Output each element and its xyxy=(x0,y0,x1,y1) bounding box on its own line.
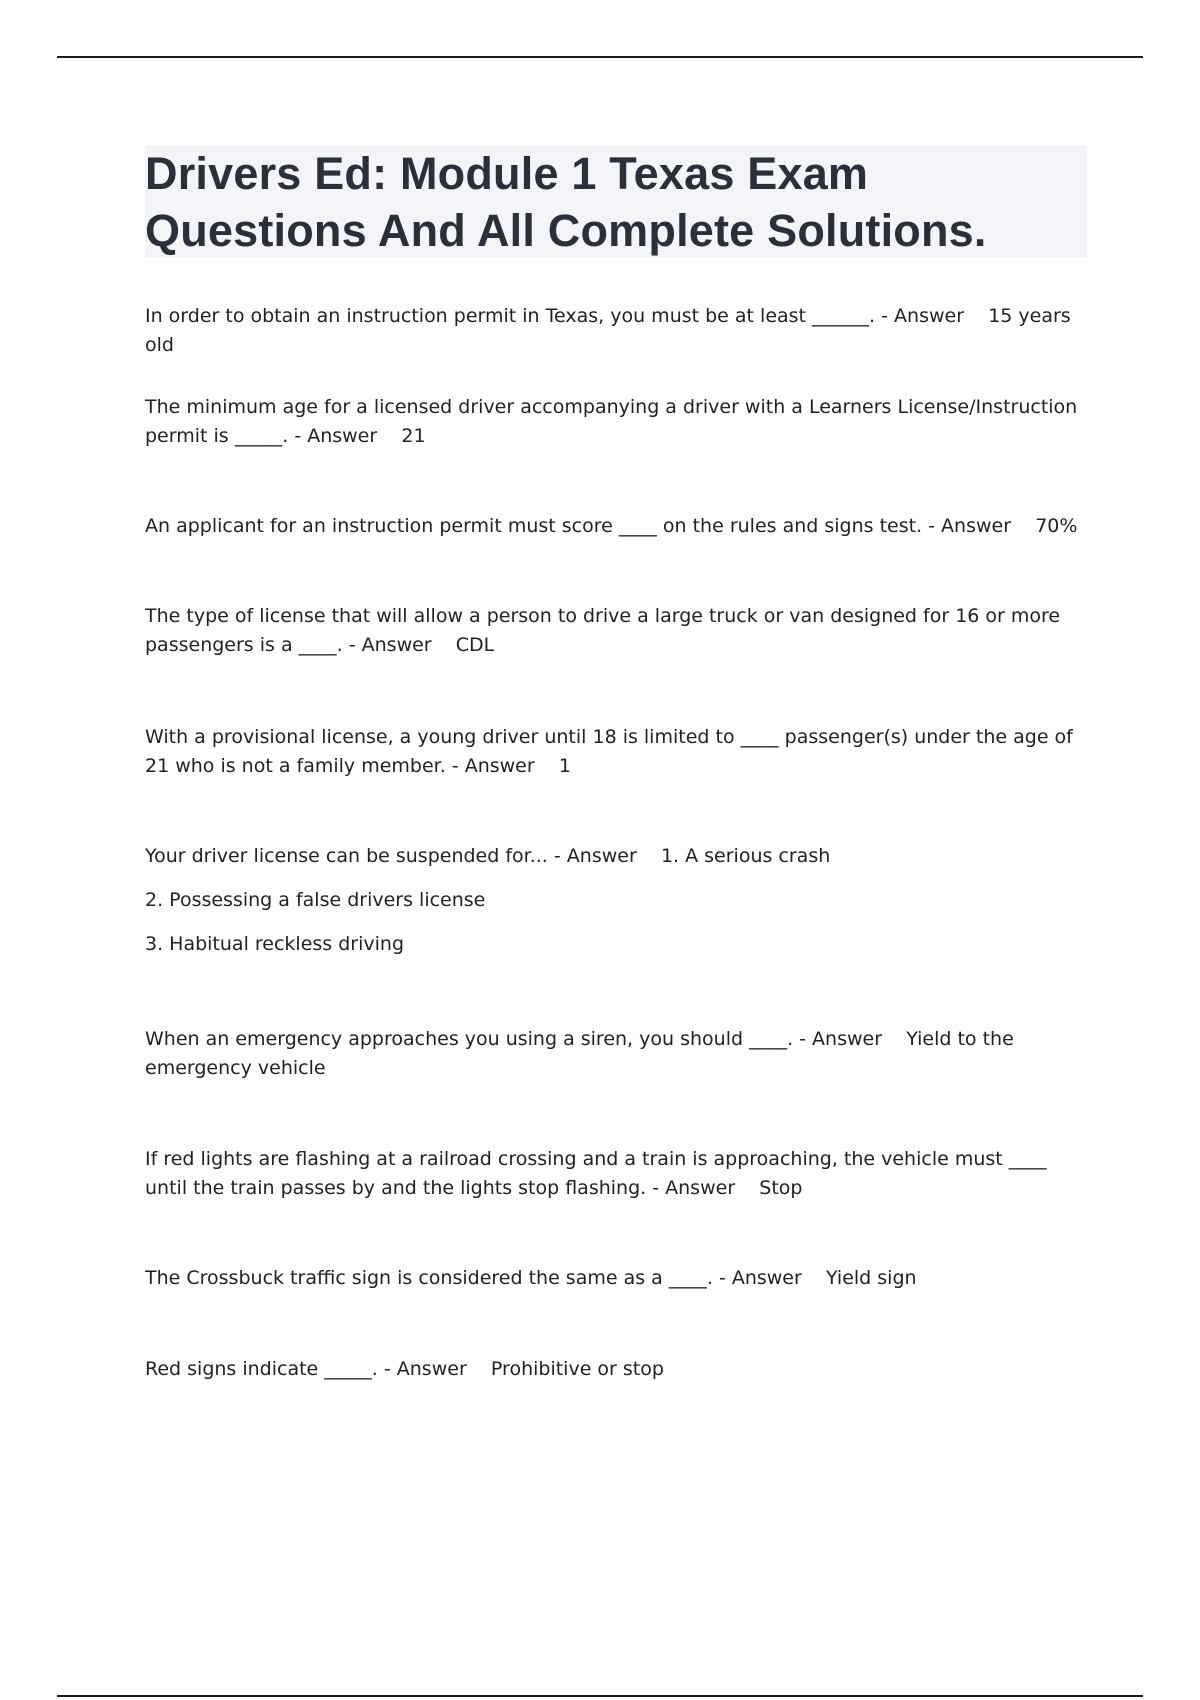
answer-label: - Answer xyxy=(652,1177,736,1199)
answer-label: - Answer xyxy=(451,755,535,777)
question-text: If red lights are flashing at a railroad crossing and a train is approaching, the vehicle must ____ until the train passes by and the lights stop flashing. xyxy=(145,1148,1047,1199)
question-text: Your driver license can be suspended for... xyxy=(145,845,548,867)
qa-line xyxy=(145,1264,1085,1293)
question-text: With a provisional license, a young driver until 18 is limited to ____ passenger(s) under the age of 21 who is not a family member. xyxy=(145,726,1073,777)
answer-label: - Answer xyxy=(383,1358,467,1380)
qa-item xyxy=(145,1145,1085,1203)
question-text: The minimum age for a licensed driver accompanying a driver with a Learners License/Instruction permit is _____. xyxy=(145,396,1078,447)
answer-continuation: 3. Habitual reckless driving xyxy=(145,933,405,955)
qa-item xyxy=(145,842,1085,959)
qa-line xyxy=(145,512,1085,541)
answer-text: 1 xyxy=(558,755,571,777)
qa-line xyxy=(145,302,1085,360)
answer-text: 1. A serious crash xyxy=(660,845,831,867)
answer-label: - Answer xyxy=(718,1267,802,1289)
answer-label: - Answer xyxy=(553,845,637,867)
title-banner xyxy=(145,145,1087,257)
answer-label: - Answer xyxy=(799,1028,883,1050)
answer-text: 15 years old xyxy=(145,305,1071,356)
qa-line xyxy=(145,393,1085,451)
qa-line xyxy=(145,1355,1085,1384)
answer-text: CDL xyxy=(455,634,495,656)
top-divider xyxy=(57,56,1143,58)
question-text: The Crossbuck traffic sign is considered the same as a ____. xyxy=(145,1267,713,1289)
qa-line xyxy=(145,1025,1085,1083)
question-text: An applicant for an instruction permit must score ____ on the rules and signs test. xyxy=(145,515,923,537)
document-title: Drivers Ed: Module 1 Texas Exam Questions And All Complete Solutions. xyxy=(145,148,987,256)
qa-item xyxy=(145,1025,1085,1083)
qa-item xyxy=(145,512,1085,541)
question-text: The type of license that will allow a person to drive a large truck or van designed for 16 or more passengers is a ____. xyxy=(145,605,1061,656)
answer-text: Prohibitive or stop xyxy=(490,1358,664,1380)
question-text: In order to obtain an instruction permit in Texas, you must be at least ______. xyxy=(145,305,876,327)
qa-line xyxy=(145,842,1085,871)
answer-text: Yield sign xyxy=(825,1267,917,1289)
answer-label: - Answer xyxy=(928,515,1012,537)
answer-label: - Answer xyxy=(294,425,378,447)
qa-item xyxy=(145,723,1085,781)
qa-item xyxy=(145,393,1085,451)
qa-line xyxy=(145,1145,1085,1203)
qa-line xyxy=(145,602,1085,660)
qa-line xyxy=(145,723,1085,781)
answer-continuation: 2. Possessing a false drivers license xyxy=(145,889,486,911)
answer-text: 21 xyxy=(401,425,426,447)
qa-item xyxy=(145,602,1085,660)
answer-text: Stop xyxy=(759,1177,803,1199)
question-text: Red signs indicate _____. xyxy=(145,1358,378,1380)
answer-text: Yield to the emergency vehicle xyxy=(145,1028,1014,1079)
answer-label: - Answer xyxy=(881,305,965,327)
bottom-divider xyxy=(57,1695,1143,1697)
qa-item xyxy=(145,302,1085,360)
qa-item xyxy=(145,1355,1085,1384)
qa-item xyxy=(145,1264,1085,1293)
question-text: When an emergency approaches you using a siren, you should ____. xyxy=(145,1028,794,1050)
answer-text: 70% xyxy=(1035,515,1078,537)
answer-label: - Answer xyxy=(348,634,432,656)
